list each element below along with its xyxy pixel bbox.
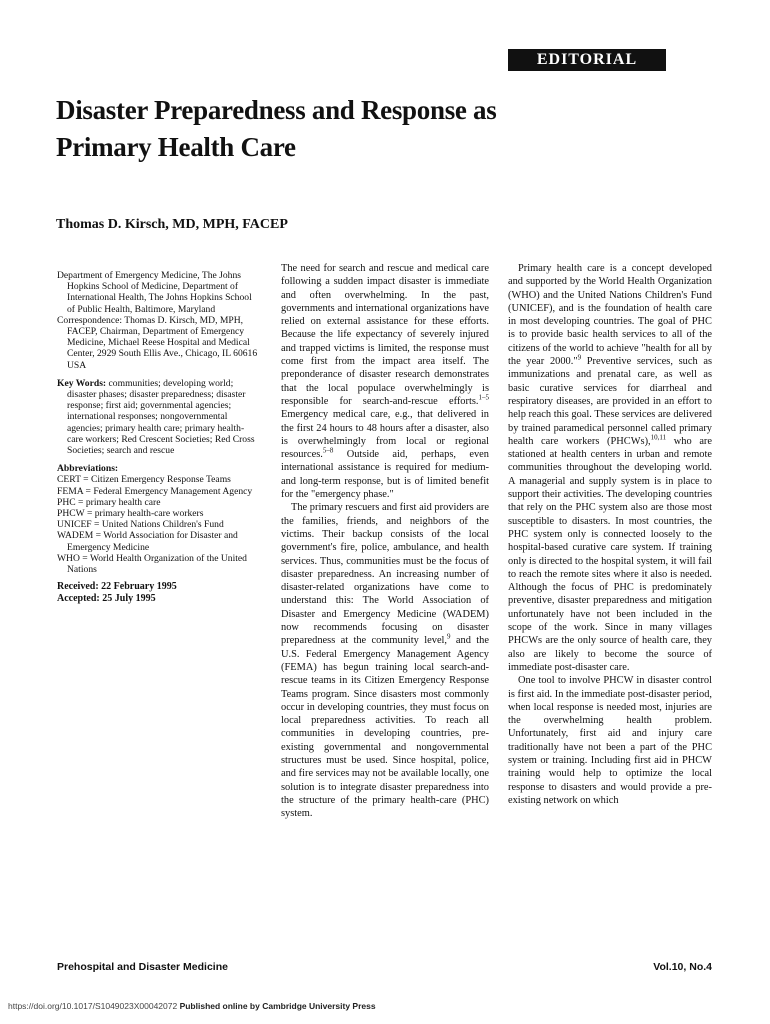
accepted-date: Accepted: 25 July 1995 [57,593,156,605]
abbreviation-item: CERT = Citizen Emergency Response Teams [57,474,231,486]
paragraph: Primary health care is a concept developed and supported by the World Health Organization (WHO) and the United Nations Children's Fund (UNICEF), and is the foundation of health care in most developing countries. The goal of PHC is to provide basic health services to all of the citizens of the world to achieve "health for all by the year 2000."$^9$ Preventive services, such as immunizations and prenatal care, as well as basic curative services for diarrheal and respiratory diseases, are provided in an effort to help reach this goal. These services are delivered by trained paramedical personnel called primary health care workers (PHCWs),$^{10,11}$ who are stationed at health centers in urban and remote communities throughout the developing world. A managerial and supply system is in place to support their activities. The developing countries that rely on the PHC system also are those most susceptible to disasters. In most countries, the PHC system only is connected loosely to the hospital-based curative care system. If training only is directed to the hospital system, it will fail to reach the remote sites where it also is needed. Although the focus of PHC is predominately preventive, disaster preparedness and mitigation unfortunately have not been included in the scope of the work. Since in many villages PHCWs are the only source of health care, they also are likely to become the source of immediate post-disaster care. [508,263,713,673]
author-line: Thomas D. Kirsch, MD, MPH, FACEP [56,217,288,232]
article-sidebar [57,270,259,605]
affiliations: Department of Emergency Medicine, The Johns Hopkins School of Medicine, Department of International Health, The Johns Hopkins School of Public Health, Baltimore, Maryland [57,270,252,315]
citation[interactable]: 1–5 [478,393,489,402]
citation[interactable]: 9 [447,632,451,641]
abbreviation-item: FEMA = Federal Emergency Management Agency [57,485,253,497]
correspondence: Correspondence: Thomas D. Kirsch, MD, MPH, FACEP, Chairman, Department of Emergency Medicine, Michael Reese Hospital and Medical Center, 2929 South Ellis Ave., Chicago, IL 60616 USA [57,314,258,371]
received-date: Received: 22 February 1995 [57,581,177,593]
abbreviation-item: PHCW = primary health-care workers [57,508,204,520]
doi-line [8,1001,376,1011]
abbreviation-item: UNICEF = United Nations Children's Fund [57,519,224,531]
paragraph: One tool to involve PHCW in disaster control is first aid. In the immediate post-disaster period, when local response is needed most, injuries are the overwhelming health problem. Unfortunately, first aid and injury care traditionally have not been a part of the PHC system or training. Including first aid in PHCW training would help to optimize the local response to disasters and would provide a pre-existing network on which [508,675,713,806]
body-column-1 [281,262,489,820]
section-banner: EDITORIAL [508,49,666,71]
paragraph: The need for search and rescue and medical care following a sudden impact disaster is immediate and often overwhelming. In the past, governments and international organizations have relied on external assistance for these efforts. Because the life expectancy of severely injured and trapped victims is limited, the response must come first from the impact area itself. The preponderance of disaster research demonstrates that the local populace overwhelmingly is responsible for search-and-rescue efforts.$^{1-5}$ Emergency medical care, e.g., that delivered in the first 24 hours to 48 hours after a disaster, also is overwhelmingly from local or regional resources.$^{5-8}$ Outside aid, perhaps, even international assistance is required for medium- and long-term response, but is of limited benefit for the "emergency phase." [281,263,489,501]
abbreviation-item: PHC = primary health care [57,496,161,508]
abbreviation-item: WADEM = World Association for Disaster and Emergency Medicine [57,530,238,553]
citation[interactable]: 5–8 [322,446,334,455]
publisher-note: Published online by Cambridge University Press [177,1001,376,1011]
citation[interactable]: 9 [577,353,582,362]
abbreviation-item: WHO = World Health Organization of the United Nations [57,552,247,576]
keywords-label: Key Words: [57,377,107,389]
abbreviations-title: Abbreviations: [57,463,119,475]
citation[interactable]: 10,11 [650,433,667,442]
keywords-text: communities; developing world; disaster phases; disaster preparedness; disaster response; first aid; governmental agencies; international responses; nongovernmental agencies; primary health care; primary health-care workers; Red Crescent Societies; Red Cross Societies; search and rescue [67,377,255,457]
journal-name: Prehospital and Disaster Medicine [57,961,228,973]
keywords [57,378,259,456]
body-column-2 [508,262,712,807]
paragraph: The primary rescuers and first aid providers are the families, friends, and neighbors of the victims. Their backup consists of the local government's fire, police, ambulance, and health services. Thus, communities must be the focus of disaster preparedness. An increasing number of disaster-related organizations have come to understand this: The World Association of Disaster and Emergency Medicine (WADEM) now recommends focusing on disaster preparedness at the community level,$^9$ and the U.S. Federal Emergency Management Agency (FEMA) has begun training local search-and-rescue teams in its Citizen Emergency Response Teams program. Since disasters most commonly occur in developing countries, they must focus on local preparedness activities. To reach all communities in developing countries, pre-existing governmental and nongovernmental structures must be used. Since hospital, police, and fire services may not be available locally, one solution is to integrate disaster preparedness into the structure of the primary health-care (PHC) system. [281,502,489,820]
doi-link[interactable]: https://doi.org/10.1017/S1049023X00042072 [8,1001,178,1011]
volume-issue: Vol.10, No.4 [653,961,712,973]
article-title: Disaster Preparedness and Response as Primary Health Care [56,95,497,162]
